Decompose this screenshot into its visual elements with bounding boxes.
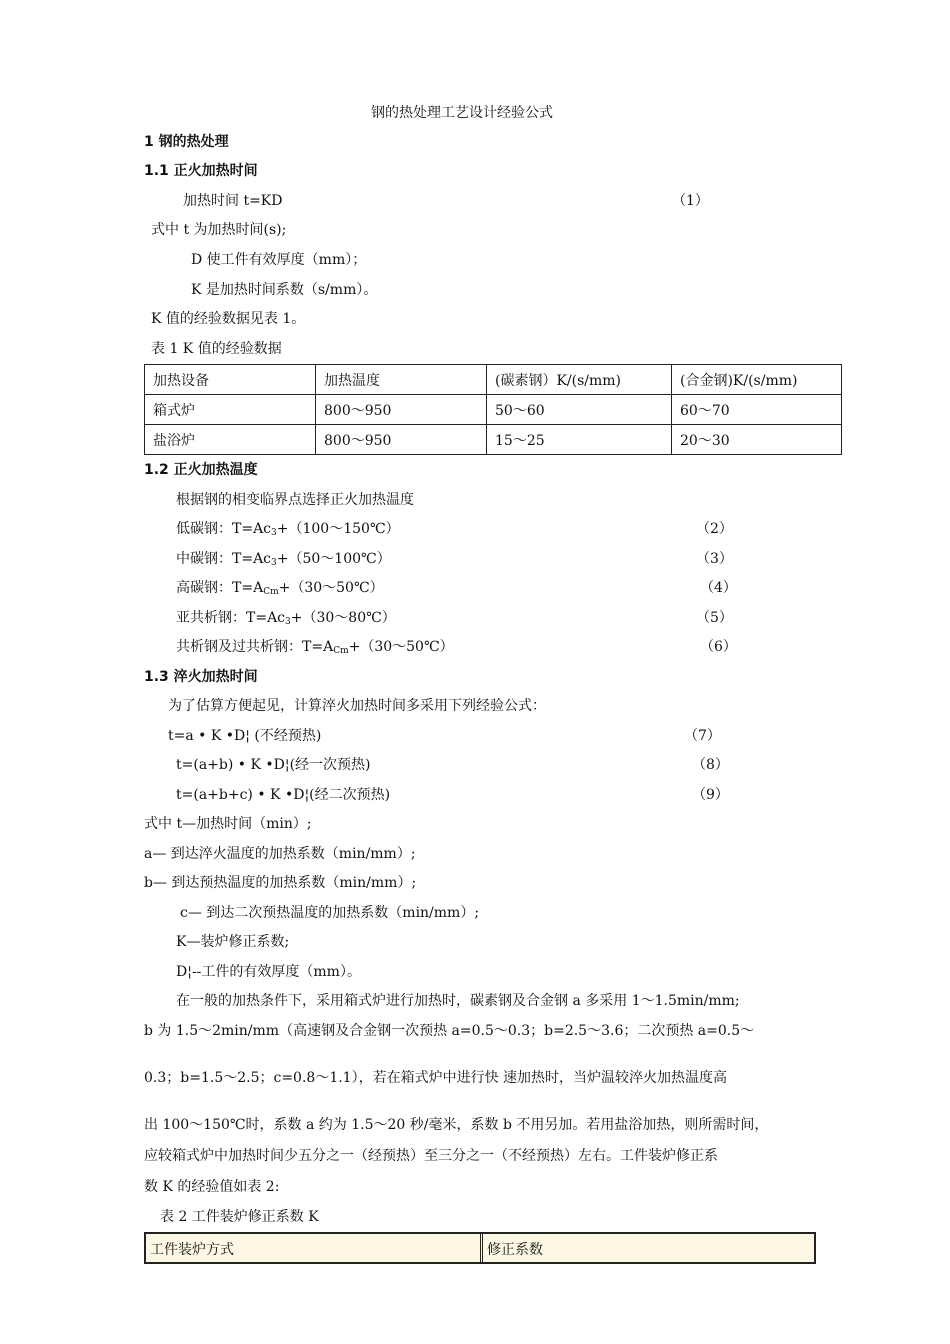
where-t: 式中 t 为加热时间(s); [151,222,287,238]
formula-number: （3） [696,551,733,567]
temperature-formula: 中碳钢：$T=Ac_3+(50\sim 100℃)$ [176,551,391,568]
table-cell: 20～30 [672,425,842,455]
where-t-definition: 式中 t—加热时间（min）; [144,816,312,832]
section-1-1-heading: 1.1 正火加热时间 [144,163,258,179]
section-1-heading: 1 钢的热处理 [144,134,229,150]
temperature-formula: 共析钢及过共析钢：$T=A_{Cm}+(30\sim 50℃)$ [176,639,454,656]
table-cell: 800～950 [316,395,487,425]
section-1-3-intro: 为了估算方便起见，计算淬火加热时间多采用下列经验公式： [168,698,546,714]
table-cell: 15～25 [487,425,672,455]
formula-number: （4） [700,580,737,596]
paragraph-line: 应较箱式炉中加热时间少五分之一（经预热）至三分之一（不经预热）左右。工件装炉修正系 [144,1148,718,1164]
paragraph-line: 0.3；b=1.5～2.5；c=0.8～1.1），若在箱式炉中进行快 速加热时，当炉温较淬火加热温度高 [144,1070,728,1086]
table-cell: 60～70 [672,395,842,425]
temperature-formula: 高碳钢：$T=A_{Cm}+(30\sim 50℃)$ [176,580,384,597]
table-header-cell: (合金钢)K/(s/mm) [672,365,842,395]
k-reference: K 值的经验数据见表 1。 [151,311,306,327]
table-cell: 800～950 [316,425,487,455]
table-cell: 盐浴炉 [145,425,316,455]
formula-8: t=(a+b) • K •D¦(经一次预热) [176,757,371,773]
temperature-formula: 低碳钢：$T=Ac_3+(100\sim 150℃)$ [176,521,400,538]
table-2-caption: 表 2 工件装炉修正系数 K [160,1209,319,1225]
definition-d: D 使工件有效厚度（mm）； [191,252,367,268]
where-d-definition: D¦--工件的有效厚度（mm）。 [176,964,361,980]
table-header-cell: 加热温度 [316,365,487,395]
formula-1: 加热时间 t=KD [183,193,283,209]
where-c-definition: c— 到达二次预热温度的加热系数（min/mm）; [180,905,480,921]
table-header-cell: (碳素钢）K/(s/mm) [487,365,672,395]
table-header-cell: 工件装炉方式 [150,1242,234,1258]
table-header-cell: 修正系数 [480,1234,814,1262]
paragraph-line: b 为 1.5～2min/mm（高速钢及合金钢一次预热 a=0.5～0.3；b=2.5～3.6；二次预热 a=0.5～ [144,1023,755,1039]
where-k-definition: K—装炉修正系数; [176,934,290,950]
formula-8-number: （8） [692,757,729,773]
table-row [145,425,842,455]
page-title: 钢的热处理工艺设计经验公式 [371,105,553,121]
formula-number: （2） [696,521,733,537]
table-1-caption: 表 1 K 值的经验数据 [151,341,282,357]
table-row [145,395,842,425]
paragraph-line: 出 100～150℃时，系数 a 约为 1.5～20 秒/毫米，系数 b 不用另加。若用盐浴加热，则所需时间， [144,1117,769,1133]
section-1-2-intro: 根据钢的相变临界点选择正火加热温度 [176,492,414,508]
definition-k: K 是加热时间系数（s/mm）。 [191,282,378,298]
formula-7: t=a • K •D¦ (不经预热) [168,728,322,744]
section-1-3-heading: 1.3 淬火加热时间 [144,669,258,685]
formula-1-number: （1） [672,193,709,209]
table-cell: 箱式炉 [145,395,316,425]
table-1 [144,364,842,455]
formula-number: （6） [700,639,737,655]
table-row [145,365,842,395]
formula-9-number: （9） [692,787,729,803]
formula-9: t=(a+b+c) • K •D¦(经二次预热) [176,787,391,803]
table-cell: 50～60 [487,395,672,425]
paragraph-line: 在一般的加热条件下，采用箱式炉进行加热时，碳素钢及合金钢 a 多采用 1～1.5min/mm; [176,993,740,1009]
table-2 [144,1232,816,1264]
temperature-formula: 亚共析钢：$T=Ac_3+(30\sim 80℃)$ [176,610,396,627]
paragraph-line: 数 K 的经验值如表 2: [144,1179,280,1195]
formula-7-number: （7） [684,728,721,744]
formula-number: （5） [696,610,733,626]
table-header-cell: 加热设备 [145,365,316,395]
section-1-2-heading: 1.2 正火加热温度 [144,462,258,478]
where-b-definition: b— 到达预热温度的加热系数（min/mm）; [144,875,417,891]
where-a-definition: a— 到达淬火温度的加热系数（min/mm）; [144,846,416,862]
